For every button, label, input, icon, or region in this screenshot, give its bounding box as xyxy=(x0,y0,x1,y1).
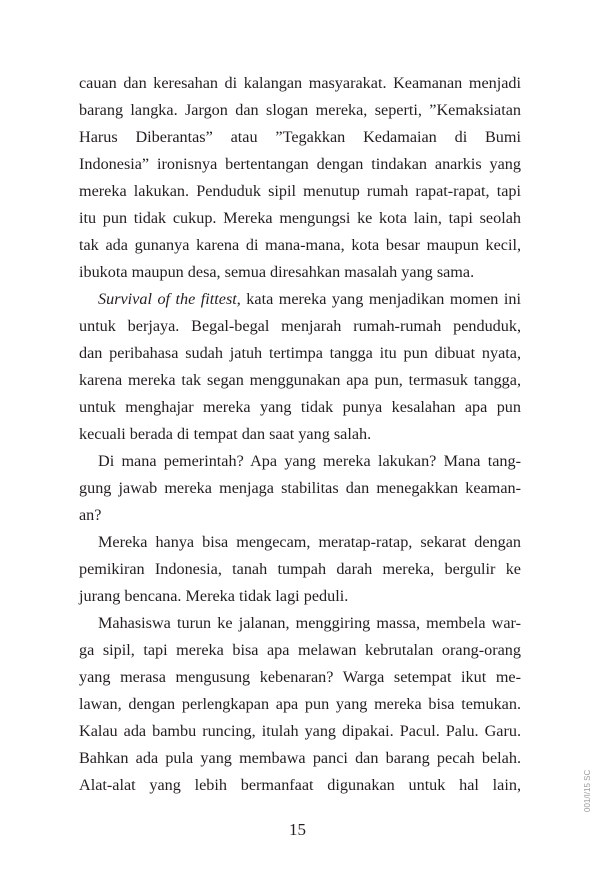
text-line xyxy=(79,259,521,286)
text-line xyxy=(79,475,521,502)
line-text: cauan dan keresahan di kalangan masyarakat. Keamanan menjadi xyxy=(79,74,521,92)
line-text: Mereka hanya bisa mengecam, meratap-ratap, sekarat dengan xyxy=(98,533,521,551)
line-text: yang merasa mengusung kebenaran? Warga setempat ikut me- xyxy=(79,668,521,686)
line-text: barang langka. Jargon dan slogan mereka, seperti, ”Kemaksiatan xyxy=(79,101,521,119)
text-line xyxy=(79,529,521,556)
text-line xyxy=(79,313,521,340)
line-text: Indonesia” ironisnya bertentangan dengan tindakan anarkis yang xyxy=(79,155,521,173)
line-text: dan peribahasa sudah jatuh tertimpa tangga itu pun dibuat nyata, xyxy=(79,344,521,362)
line-text: untuk menghajar mereka yang tidak punya kesalahan apa pun xyxy=(79,398,521,416)
text-line xyxy=(79,772,521,799)
text-line xyxy=(79,448,521,475)
line-text: Bahkan ada pula yang membawa panci dan barang pecah belah. xyxy=(79,749,521,767)
line-text: ibukota maupun desa, semua diresahkan masalah yang sama. xyxy=(79,263,475,281)
text-line xyxy=(79,718,521,745)
page-number: 15 xyxy=(289,820,306,839)
line-text: itu pun tidak cukup. Mereka mengungsi ke kota lain, tapi seolah xyxy=(79,209,521,227)
text-line xyxy=(79,124,521,151)
text-line xyxy=(79,394,521,421)
line-text: , kata mereka yang menjadikan momen ini xyxy=(236,290,521,308)
text-line xyxy=(79,502,521,529)
line-text: tak ada gunanya karena di mana-mana, kota besar maupun kecil, xyxy=(79,236,521,254)
text-line xyxy=(79,178,521,205)
text-line xyxy=(79,151,521,178)
line-text: ga sipil, tapi mereka bisa apa melawan kebrutalan orang-orang xyxy=(79,641,521,659)
text-line xyxy=(79,340,521,367)
text-line xyxy=(79,232,521,259)
text-line xyxy=(79,421,521,448)
line-text: Kalau ada bambu runcing, itulah yang dipakai. Pacul. Palu. Garu. xyxy=(79,722,521,740)
line-text: jurang bencana. Mereka tidak lagi peduli. xyxy=(79,587,349,605)
line-text: karena mereka tak segan menggunakan apa pun, termasuk tangga, xyxy=(79,371,521,389)
print-code: 001/I/15 SC xyxy=(583,769,592,812)
line-text: Alat-alat yang lebih bermanfaat digunakan untuk hal lain, xyxy=(79,776,521,794)
text-line xyxy=(79,70,521,97)
paragraph xyxy=(79,70,521,286)
text-line xyxy=(79,664,521,691)
text-line xyxy=(79,367,521,394)
line-text: an? xyxy=(79,506,102,524)
text-line xyxy=(79,745,521,772)
line-text: lawan, dengan perlengkapan apa pun yang mereka bisa temukan. xyxy=(79,695,521,713)
line-text: kecuali berada di tempat dan saat yang salah. xyxy=(79,425,372,443)
text-line xyxy=(79,691,521,718)
text-line xyxy=(79,610,521,637)
paragraph xyxy=(79,529,521,610)
line-text: Harus Diberantas” atau ”Tegakkan Kedamaian di Bumi xyxy=(79,128,521,146)
line-text: mereka lakukan. Penduduk sipil menutup rumah rapat-rapat, tapi xyxy=(79,182,521,200)
body-text xyxy=(79,70,521,799)
line-text: Mahasiswa turun ke jalanan, menggiring massa, membela war- xyxy=(98,614,521,632)
text-line xyxy=(79,286,521,313)
text-line xyxy=(79,97,521,124)
text-line xyxy=(79,637,521,664)
line-text: gung jawab mereka menjaga stabilitas dan menegakkan keaman- xyxy=(79,479,521,497)
paragraph xyxy=(79,286,521,448)
line-text: Di mana pemerintah? Apa yang mereka lakukan? Mana tang- xyxy=(98,452,521,470)
paragraph xyxy=(79,610,521,799)
text-line xyxy=(79,583,521,610)
line-text: pemikiran Indonesia, tanah tumpah darah mereka, bergulir ke xyxy=(79,560,521,578)
italic-phrase: Survival of the fittest xyxy=(98,290,237,308)
paragraph xyxy=(79,448,521,529)
line-text: untuk berjaya. Begal-begal menjarah rumah-rumah penduduk, xyxy=(79,317,521,335)
text-line xyxy=(79,205,521,232)
text-line xyxy=(79,556,521,583)
